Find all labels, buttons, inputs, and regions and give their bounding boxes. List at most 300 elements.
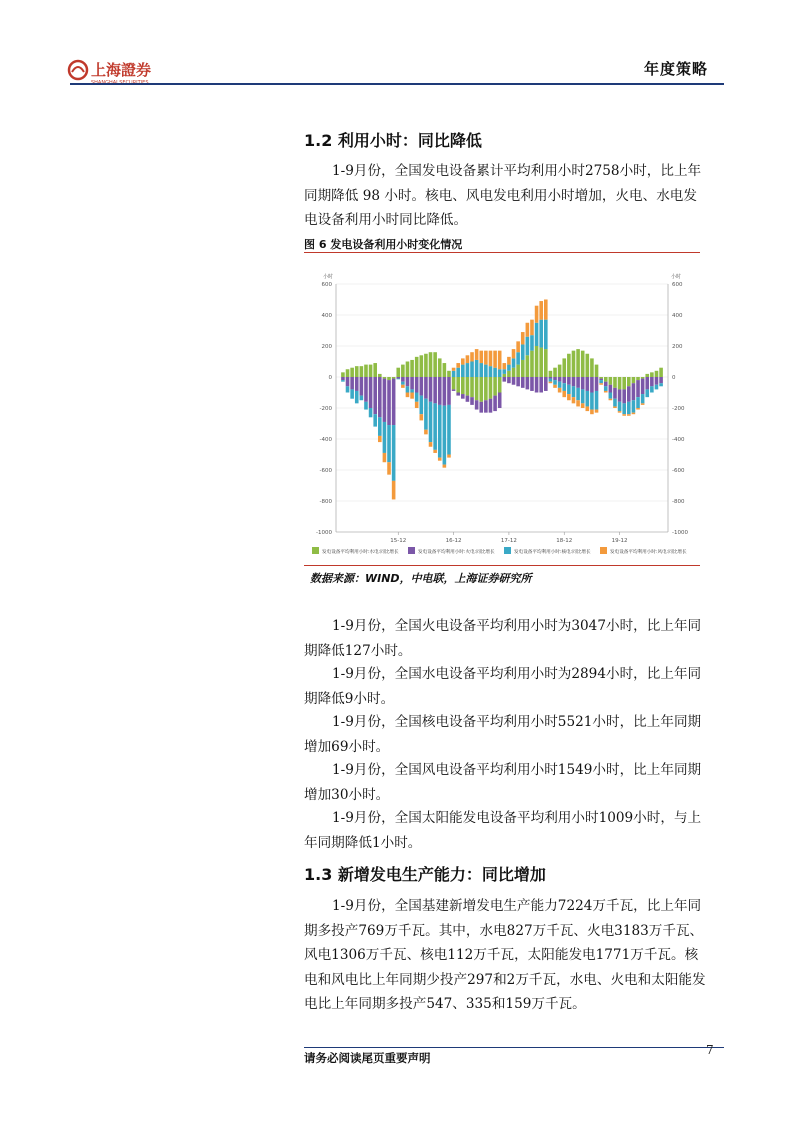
bar-segment	[507, 357, 511, 365]
right-axis-unit: 小时	[671, 274, 682, 280]
bar-segment	[521, 360, 525, 377]
bar-segment	[369, 377, 373, 408]
y-tick-right: 400	[672, 313, 683, 319]
bar-segment	[447, 405, 451, 455]
bar-segment	[512, 358, 516, 367]
bar-segment	[489, 351, 493, 367]
bar-segment	[516, 341, 520, 352]
paragraph-nuclear: 1-9月份，全国核电设备平均利用小时5521小时，比上年同期增加69小时。	[304, 714, 702, 755]
bar-segment	[433, 352, 437, 377]
bar-segment	[456, 393, 460, 396]
bar-segment	[429, 377, 433, 402]
bar-segment	[613, 406, 617, 408]
bar-segment	[609, 393, 613, 399]
bar-segment	[645, 377, 649, 389]
y-tick-left: 400	[321, 313, 332, 319]
bar-segment	[373, 363, 377, 377]
bar-segment	[484, 377, 488, 400]
bar-segment	[392, 379, 396, 426]
bar-segment	[535, 306, 539, 323]
bar-segment	[632, 413, 636, 415]
bar-segment	[466, 355, 470, 363]
bar-segment	[433, 403, 437, 450]
bar-segment	[645, 389, 649, 397]
bar-segment	[383, 422, 387, 453]
bar-segment	[420, 414, 424, 420]
bar-segment	[383, 379, 387, 422]
bar-segment	[443, 363, 447, 377]
bar-segment	[479, 363, 483, 377]
bar-segment	[452, 371, 456, 377]
bar-segment	[484, 351, 488, 365]
figure-top-rule	[304, 252, 700, 253]
bar-segment	[392, 481, 396, 500]
bar-segment	[456, 377, 460, 393]
bar-segment	[355, 377, 359, 391]
legend-swatch	[504, 547, 511, 554]
bar-segment	[410, 393, 414, 399]
bar-segment	[493, 377, 497, 396]
y-tick-right: -600	[672, 468, 685, 474]
bar-segment	[493, 396, 497, 412]
bar-segment	[526, 377, 530, 389]
bar-segment	[378, 377, 382, 417]
bar-segment	[562, 383, 566, 391]
doc-type-label: 年度策略	[643, 60, 708, 78]
legend-label: 发电设备平均利用小时:核电:同比增长	[514, 550, 591, 555]
bar-segment	[498, 377, 502, 393]
bar-segment	[341, 372, 345, 377]
bar-segment	[613, 377, 617, 388]
bar-segment	[401, 385, 405, 388]
bar-segment	[452, 368, 456, 371]
x-tick-label: 16-12	[445, 538, 462, 544]
bar-segment	[406, 377, 410, 386]
bar-segment	[544, 300, 548, 320]
bar-segment	[420, 377, 424, 396]
x-tick-label: 19-12	[611, 538, 628, 544]
bar-segment	[498, 369, 502, 377]
bar-segment	[567, 377, 571, 385]
bar-segment	[539, 377, 543, 393]
bar-segment	[549, 382, 553, 384]
bar-segment	[369, 365, 373, 377]
footer-disclaimer: 请务必阅读尾页重要声明	[304, 1051, 431, 1065]
bar-segment	[503, 363, 507, 369]
bar-segment	[650, 372, 654, 377]
bar-segment	[438, 358, 442, 377]
bar-segment	[443, 377, 447, 406]
bar-segment	[461, 358, 465, 364]
bar-segment	[466, 363, 470, 377]
figure-source: 数据来源：WIND，中电联，上海证券研究所	[310, 572, 532, 585]
bar-segment	[632, 400, 636, 412]
legend-swatch	[408, 547, 415, 554]
bar-segment	[456, 368, 460, 377]
figure-bottom-rule	[304, 565, 700, 566]
bar-segment	[604, 382, 608, 387]
bar-segment	[613, 399, 617, 407]
y-tick-right: 600	[672, 282, 683, 288]
bar-segment	[475, 400, 479, 409]
bar-segment	[553, 380, 557, 385]
bar-segment	[461, 365, 465, 377]
bar-segment	[535, 377, 539, 393]
bar-segment	[599, 379, 603, 381]
bar-segment	[599, 380, 603, 383]
bar-segment	[567, 394, 571, 400]
bar-segment	[392, 377, 396, 379]
bar-segment	[576, 400, 580, 406]
section-1-2-paragraph: 1-9月份，全国发电设备累计平均利用小时2758小时，比上年同期降低 98 小时。核电、风电发电利用小时增加，火电、水电发电设备利用小时同比降低。	[304, 163, 702, 228]
bar-segment	[466, 377, 470, 396]
bar-segment	[595, 410, 599, 413]
bar-segment	[530, 320, 534, 336]
bar-segment	[424, 430, 428, 435]
bar-segment	[420, 396, 424, 415]
bar-segment	[443, 406, 447, 465]
bar-segment	[415, 357, 419, 377]
bar-segment	[424, 354, 428, 377]
bar-segment	[350, 377, 354, 389]
legend-label: 发电设备平均利用小时:风电:同比增长	[610, 550, 687, 555]
section-1-3-paragraph: 1-9月份，全国基建新增发电生产能力7224万千瓦，比上年同期多投产769万千瓦。其中，水电827万千瓦、火电3183万千瓦、风电1306万千瓦、核电112万千瓦，太阳能发电1771万千瓦。核电和风电比上年同期少投产297和2万千瓦，水电、火电和太阳能发电比上年同期多投产547、335和159万千瓦。	[304, 898, 706, 1012]
bar-segment	[553, 385, 557, 388]
bar-segment	[632, 383, 636, 400]
bar-segment	[650, 377, 654, 386]
bar-segment	[562, 377, 566, 383]
bar-segment	[346, 369, 350, 377]
bar-segment	[479, 377, 483, 402]
bar-segment	[590, 393, 594, 410]
bar-segment	[498, 351, 502, 370]
bar-segment	[599, 383, 603, 385]
bar-segment	[410, 360, 414, 377]
bar-segment	[429, 352, 433, 377]
bar-segment	[401, 377, 405, 382]
bar-segment	[383, 377, 387, 379]
bar-segment	[364, 402, 368, 410]
utilization-hours-chart	[304, 262, 700, 562]
bar-segment	[350, 389, 354, 398]
bar-segment	[590, 377, 594, 393]
bar-segment	[461, 394, 465, 399]
bar-segment	[526, 337, 530, 356]
bar-segment	[572, 377, 576, 386]
bar-segment	[553, 377, 557, 380]
bar-segment	[516, 365, 520, 377]
bar-segment	[530, 335, 534, 351]
bar-segment	[346, 377, 350, 386]
bar-segment	[378, 417, 382, 436]
bar-segment	[521, 332, 525, 344]
bar-segment	[558, 388, 562, 393]
bar-segment	[655, 385, 659, 390]
y-tick-left: -200	[319, 406, 332, 412]
bar-segment	[493, 368, 497, 377]
bar-segment	[475, 377, 479, 400]
y-tick-left: -800	[319, 499, 332, 505]
legend-swatch	[600, 547, 607, 554]
bar-segment	[470, 362, 474, 378]
bar-segment	[470, 352, 474, 361]
bar-segment	[396, 377, 400, 379]
bar-segment	[360, 396, 364, 401]
bar-segment	[512, 368, 516, 377]
bar-segment	[609, 377, 613, 385]
bar-segment	[364, 377, 368, 402]
bar-segment	[498, 393, 502, 409]
bar-segment	[590, 358, 594, 377]
bar-segment	[539, 301, 543, 320]
bar-segment	[489, 377, 493, 399]
company-logo	[66, 58, 176, 86]
bar-segment	[396, 368, 400, 377]
bar-segment	[627, 414, 631, 416]
bar-segment	[456, 363, 460, 368]
bar-segment	[558, 377, 562, 382]
bar-segment	[383, 453, 387, 462]
bar-segment	[576, 388, 580, 400]
bar-segment	[516, 352, 520, 364]
bar-segment	[373, 377, 377, 414]
bar-segment	[346, 386, 350, 392]
bar-segment	[618, 377, 622, 389]
y-tick-left: 600	[321, 282, 332, 288]
bar-segment	[355, 366, 359, 377]
bar-segment	[641, 394, 645, 403]
figure-caption: 图 6 发电设备利用小时变化情况	[304, 238, 463, 251]
bar-segment	[576, 349, 580, 377]
y-tick-right: 0	[672, 375, 676, 381]
bar-segment	[581, 377, 585, 389]
bar-segment	[452, 377, 456, 389]
bar-segment	[562, 391, 566, 397]
bar-segment	[618, 389, 622, 401]
bar-segment	[595, 365, 599, 377]
bar-segment	[567, 354, 571, 377]
x-tick-label: 17-12	[500, 538, 517, 544]
bar-segment	[526, 323, 530, 337]
legend-swatch	[312, 547, 319, 554]
bar-segment	[415, 377, 419, 393]
bar-segment	[539, 320, 543, 348]
y-tick-left: -400	[319, 437, 332, 443]
bar-segment	[572, 397, 576, 403]
bar-segment	[572, 386, 576, 397]
bar-segment	[484, 400, 488, 412]
bar-segment	[415, 402, 419, 408]
bar-segment	[438, 405, 442, 458]
bar-segment	[420, 355, 424, 377]
bar-segment	[609, 385, 613, 393]
y-tick-right: 200	[672, 344, 683, 350]
bar-segment	[355, 391, 359, 403]
bar-segment	[549, 377, 553, 379]
bar-segment	[599, 377, 603, 379]
bar-segment	[447, 377, 451, 405]
bar-segment	[406, 386, 410, 392]
bar-segment	[636, 408, 640, 410]
bar-segment	[341, 377, 345, 380]
logo-cn-text: 上海證券	[91, 61, 152, 79]
bar-segment	[622, 377, 626, 389]
bar-segment	[429, 402, 433, 442]
x-tick-label: 15-12	[390, 538, 407, 544]
bar-segment	[526, 355, 530, 377]
bar-segment	[641, 377, 645, 379]
bar-segment	[595, 391, 599, 410]
bar-segment	[396, 379, 400, 380]
bar-segment	[475, 360, 479, 377]
y-tick-left: 200	[321, 344, 332, 350]
bar-segment	[466, 396, 470, 402]
y-tick-left: -600	[319, 468, 332, 474]
bar-segment	[447, 455, 451, 458]
bar-segment	[475, 349, 479, 360]
bar-segment	[562, 358, 566, 377]
bar-segment	[429, 442, 433, 447]
x-tick-label: 18-12	[556, 538, 573, 544]
bar-segment	[401, 382, 405, 385]
bar-segment	[507, 365, 511, 371]
bar-segment	[415, 393, 419, 402]
bar-segment	[622, 389, 626, 403]
bar-segment	[659, 383, 663, 386]
bar-segment	[461, 377, 465, 394]
bar-segment	[645, 374, 649, 377]
bar-segment	[387, 377, 391, 380]
bar-segment	[549, 371, 553, 377]
bar-segment	[489, 366, 493, 377]
bar-segment	[369, 408, 373, 417]
bar-segment	[622, 403, 626, 414]
bar-segment	[512, 349, 516, 358]
bar-segment	[576, 377, 580, 388]
bar-segment	[387, 380, 391, 425]
bar-segment	[544, 349, 548, 377]
bar-segment	[655, 377, 659, 385]
y-tick-left: -1000	[316, 530, 332, 536]
bar-segment	[503, 377, 507, 382]
bar-segment	[516, 377, 520, 386]
bar-segment	[604, 391, 608, 393]
bar-segment	[530, 351, 534, 377]
bar-segment	[535, 323, 539, 346]
bar-segment	[503, 369, 507, 374]
bar-segment	[590, 410, 594, 415]
bar-segment	[387, 425, 391, 462]
bar-segment	[618, 411, 622, 413]
bar-segment	[493, 351, 497, 368]
bar-segment	[558, 365, 562, 377]
bar-segment	[521, 377, 525, 388]
bar-segment	[341, 380, 345, 382]
section-heading-1-2: 1.2 利用小时：同比降低	[304, 131, 482, 150]
bar-segment	[618, 402, 622, 411]
bar-segment	[438, 458, 442, 461]
bar-segment	[641, 379, 645, 395]
bar-segment	[627, 377, 631, 386]
page-number: 7	[706, 1043, 714, 1057]
bar-segment	[572, 351, 576, 377]
paragraph-solar: 1-9月份，全国太阳能发电设备平均利用小时1009小时，与上年同期降低1小时。	[304, 810, 702, 851]
bar-segment	[581, 389, 585, 403]
bar-segment	[595, 377, 599, 391]
legend-label: 发电设备平均利用小时:水电:同比增长	[322, 550, 399, 555]
bar-segment	[452, 389, 456, 391]
bar-segment	[364, 365, 368, 377]
bar-segment	[558, 382, 562, 388]
bar-segment	[350, 368, 354, 377]
bar-segment	[636, 380, 640, 397]
bar-segment	[604, 386, 608, 391]
bar-segment	[392, 425, 396, 481]
bar-segment	[424, 399, 428, 430]
bar-segment	[627, 402, 631, 414]
bar-segment	[447, 371, 451, 377]
y-tick-right: -400	[672, 437, 685, 443]
y-tick-left: 0	[328, 375, 332, 381]
paragraph-hydro: 1-9月份，全国水电设备平均利用小时为2894小时，比上年同期降低9小时。	[304, 666, 702, 707]
bar-segment	[387, 462, 391, 474]
bar-segment	[586, 354, 590, 377]
section-heading-1-3: 1.3 新增发电生产能力：同比增加	[304, 865, 546, 884]
bar-segment	[433, 377, 437, 403]
bar-segment	[609, 399, 613, 401]
bar-segment	[512, 377, 516, 385]
bar-segment	[360, 377, 364, 396]
bar-segment	[567, 385, 571, 394]
bar-segment	[586, 377, 590, 391]
bar-segment	[410, 389, 414, 392]
bar-segment	[479, 351, 483, 363]
bar-segment	[507, 377, 511, 383]
bar-segment	[507, 371, 511, 377]
bar-segment	[581, 403, 585, 408]
bar-segment	[503, 374, 507, 377]
bar-segment	[360, 366, 364, 377]
bar-segment	[530, 377, 534, 391]
bar-segment	[604, 377, 608, 382]
bar-segment	[659, 377, 663, 383]
bar-segment	[581, 351, 585, 377]
bar-segment	[544, 377, 548, 391]
bar-segment	[470, 397, 474, 405]
bar-segment	[479, 402, 483, 413]
bar-segment	[373, 414, 377, 426]
bar-segment	[438, 377, 442, 405]
bar-segment	[586, 391, 590, 407]
bar-segment	[378, 374, 382, 377]
bar-segment	[521, 344, 525, 360]
footer-divider	[304, 1047, 724, 1048]
header-divider	[70, 83, 724, 85]
bar-segment	[433, 450, 437, 453]
y-tick-right: -800	[672, 499, 685, 505]
bar-segment	[613, 388, 617, 399]
paragraph-wind: 1-9月份，全国风电设备平均利用小时1549小时，比上年同期增加30小时。	[304, 762, 702, 803]
bar-segment	[586, 406, 590, 411]
bar-segment	[470, 377, 474, 397]
bar-segment	[659, 368, 663, 377]
bar-segment	[484, 365, 488, 377]
bar-segment	[553, 368, 557, 377]
bar-segment	[410, 377, 414, 389]
bar-segment	[443, 465, 447, 468]
bar-segment	[622, 414, 626, 416]
y-tick-right: -1000	[672, 530, 688, 536]
